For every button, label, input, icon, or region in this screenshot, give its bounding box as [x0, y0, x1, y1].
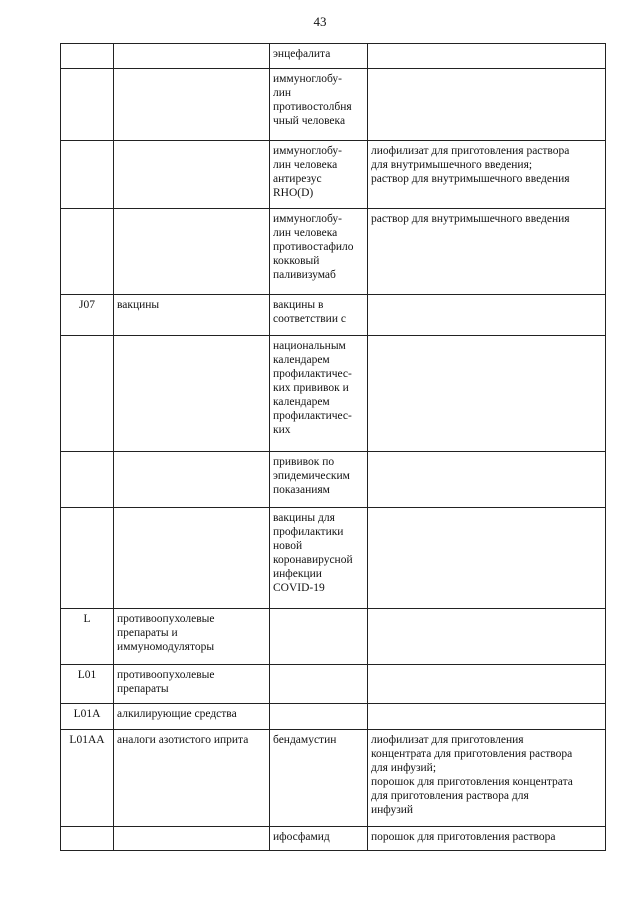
atc-code-cell: L: [61, 609, 114, 665]
group-name-cell: [114, 336, 270, 452]
atc-code-cell: [61, 141, 114, 209]
atc-code-cell: [61, 209, 114, 295]
group-name-cell: [114, 141, 270, 209]
table-row: [61, 141, 606, 209]
table-row: [61, 452, 606, 508]
table-row: [61, 730, 606, 827]
table-row: [61, 665, 606, 704]
drug-name-cell: иммуноглобу- лин человека антирезус RHO(D): [270, 141, 368, 209]
group-name-cell: противоопухолевые препараты и иммуномодуляторы: [114, 609, 270, 665]
group-name-cell: [114, 452, 270, 508]
drug-name-cell: вакцины для профилактики новой коронавирусной инфекции COVID-19: [270, 508, 368, 609]
dosage-form-cell: [368, 295, 606, 336]
group-name-cell: [114, 209, 270, 295]
group-name-cell: [114, 44, 270, 69]
table-row: [61, 295, 606, 336]
table-row: [61, 704, 606, 730]
drug-name-cell: прививок по эпидемическим показаниям: [270, 452, 368, 508]
atc-code-cell: [61, 69, 114, 141]
atc-code-cell: [61, 44, 114, 69]
group-name-cell: алкилирующие средства: [114, 704, 270, 730]
drug-name-cell: энцефалита: [270, 44, 368, 69]
drug-name-cell: [270, 704, 368, 730]
table-row: [61, 508, 606, 609]
dosage-form-cell: [368, 336, 606, 452]
dosage-form-cell: [368, 452, 606, 508]
group-name-cell: вакцины: [114, 295, 270, 336]
table-row: [61, 69, 606, 141]
dosage-form-cell: [368, 69, 606, 141]
group-name-cell: противоопухолевые препараты: [114, 665, 270, 704]
drug-name-cell: бендамустин: [270, 730, 368, 827]
dosage-form-cell: [368, 665, 606, 704]
table-row: [61, 44, 606, 69]
drug-name-cell: национальным календарем профилактичес- ких прививок и календарем профилактичес- ких: [270, 336, 368, 452]
dosage-form-cell: [368, 609, 606, 665]
page-number: 43: [313, 14, 327, 29]
dosage-form-cell: раствор для внутримышечного введения: [368, 209, 606, 295]
atc-code-cell: [61, 452, 114, 508]
atc-code-cell: L01AA: [61, 730, 114, 827]
table-row: [61, 827, 606, 851]
drug-name-cell: ифосфамид: [270, 827, 368, 851]
table-row: [61, 209, 606, 295]
drug-name-cell: вакцины в соответствии с: [270, 295, 368, 336]
drug-name-cell: [270, 665, 368, 704]
dosage-form-cell: [368, 704, 606, 730]
dosage-form-cell: лиофилизат для приготовления концентрата для приготовления раствора для инфузий; порошок для приготовления концентрата для приготовления раствора для инфузий: [368, 730, 606, 827]
group-name-cell: аналоги азотистого иприта: [114, 730, 270, 827]
atc-code-cell: J07: [61, 295, 114, 336]
table-row: [61, 336, 606, 452]
group-name-cell: [114, 827, 270, 851]
drug-name-cell: иммуноглобу- лин человека противостафило кокковый паливизумаб: [270, 209, 368, 295]
atc-code-cell: L01A: [61, 704, 114, 730]
table-row: [61, 609, 606, 665]
group-name-cell: [114, 69, 270, 141]
dosage-form-cell: порошок для приготовления раствора: [368, 827, 606, 851]
dosage-form-cell: [368, 44, 606, 69]
dosage-form-cell: [368, 508, 606, 609]
drug-name-cell: иммуноглобу- лин противостолбня чный человека: [270, 69, 368, 141]
drug-name-cell: [270, 609, 368, 665]
medication-table: [60, 43, 606, 851]
dosage-form-cell: лиофилизат для приготовления раствора для внутримышечного введения; раствор для внутримышечного введения: [368, 141, 606, 209]
atc-code-cell: [61, 827, 114, 851]
atc-code-cell: [61, 336, 114, 452]
atc-code-cell: [61, 508, 114, 609]
group-name-cell: [114, 508, 270, 609]
atc-code-cell: L01: [61, 665, 114, 704]
